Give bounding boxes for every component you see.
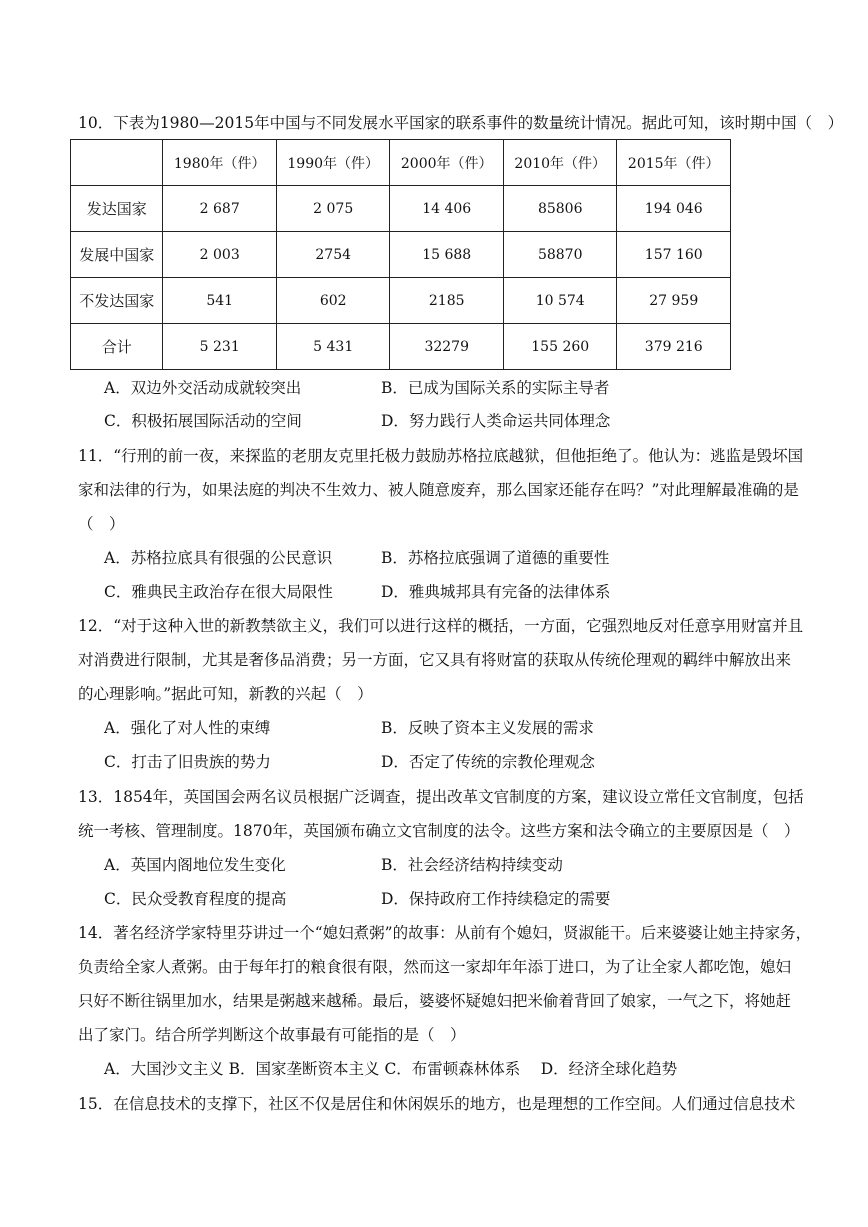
table-row xyxy=(71,324,731,370)
table-cell: 379 216 xyxy=(617,324,731,370)
table-cell: 5 431 xyxy=(276,324,390,370)
table-cell: 58870 xyxy=(503,232,617,278)
q12-line: 12．“对于这种入世的新教禁欲主义，我们可以进行这样的概括，一方面，它强烈地反对任意享用财富并且 xyxy=(78,617,804,635)
q11-option-d[interactable]: D．雅典城邦具有完备的法律体系 xyxy=(381,583,611,601)
q11-line: 11．“行刑的前一夜，来探监的老朋友克里托极力鼓励苏格拉底越狱，但他拒绝了。他认为：逃监是毁坏国 xyxy=(78,447,804,465)
q11-line: （ ） xyxy=(78,515,125,533)
q14-line: 负责给全家人煮粥。由于每年打的粮食很有限，然而这一家却年年添丁进口，为了让全家人都吃饱，媳妇 xyxy=(78,958,792,976)
q10-stem: 10．下表为1980—2015年中国与不同发展水平国家的联系事件的数量统计情况。据此可知，该时期中国（ ） xyxy=(78,114,844,132)
q14-line: 只好不断往锅里加水，结果是粥越来越稀。最后，婆婆怀疑媳妇把米偷着背回了娘家，一气之下，将她赶 xyxy=(78,992,792,1010)
table-cell: 2185 xyxy=(390,278,504,324)
q10-stats-table xyxy=(70,139,731,370)
table-cell: 5 231 xyxy=(163,324,277,370)
table-header-cell: 2000年（件） xyxy=(390,140,504,186)
table-cell: 194 046 xyxy=(617,186,731,232)
q10-option-d[interactable]: D．努力践行人类命运共同体理念 xyxy=(381,412,611,430)
table-header-cell xyxy=(71,140,163,186)
q13-line: 统一考核、管理制度。1870年，英国颁布确立文官制度的法令。这些方案和法令确立的主要原因是（ ） xyxy=(78,822,800,840)
table-header-cell: 1990年（件） xyxy=(276,140,390,186)
q11-option-a[interactable]: A．苏格拉底具有很强的公民意识 xyxy=(104,549,333,567)
q12-option-c[interactable]: C．打击了旧贵族的势力 xyxy=(104,753,271,771)
table-cell: 2754 xyxy=(276,232,390,278)
table-header-cell: 2010年（件） xyxy=(503,140,617,186)
table-cell: 541 xyxy=(163,278,277,324)
q13-option-d[interactable]: D．保持政府工作持续稳定的需要 xyxy=(381,890,611,908)
table-cell: 14 406 xyxy=(390,186,504,232)
q14-line: 出了家门。结合所学判断这个故事最有可能指的是（ ） xyxy=(78,1026,466,1044)
table-header-cell: 1980年（件） xyxy=(163,140,277,186)
q12-line: 的心理影响。”据此可知，新教的兴起（ ） xyxy=(78,685,373,703)
q11-option-c[interactable]: C．雅典民主政治存在很大局限性 xyxy=(104,583,333,601)
q15-line: 15．在信息技术的支撑下，社区不仅是居住和休闲娱乐的地方，也是理想的工作空间。人们通过信息技术 xyxy=(78,1095,796,1113)
table-header-row xyxy=(71,140,731,186)
table-cell: 27 959 xyxy=(617,278,731,324)
q12-option-a[interactable]: A．强化了对人性的束缚 xyxy=(104,719,271,737)
table-cell: 2 075 xyxy=(276,186,390,232)
q10-option-b[interactable]: B．已成为国际关系的实际主导者 xyxy=(381,379,610,397)
q11-line: 家和法律的行为，如果法庭的判决不生效力、被人随意废弃，那么国家还能存在吗？”对此理解最准确的是 xyxy=(78,481,799,499)
q13-option-a[interactable]: A．英国内阁地位发生变化 xyxy=(104,856,286,874)
table-row xyxy=(71,186,731,232)
q14-options[interactable]: A．大国沙文主义 B．国家垄断资本主义 C．布雷顿森林体系 D．经济全球化趋势 xyxy=(104,1060,678,1078)
row-label: 发达国家 xyxy=(71,186,163,232)
table-row xyxy=(71,278,731,324)
q10-option-a[interactable]: A．双边外交活动成就较突出 xyxy=(104,379,302,397)
table-header-cell: 2015年（件） xyxy=(617,140,731,186)
q11-option-b[interactable]: B．苏格拉底强调了道德的重要性 xyxy=(381,549,610,567)
row-label: 发展中国家 xyxy=(71,232,163,278)
table-cell: 32279 xyxy=(390,324,504,370)
q10-option-c[interactable]: C．积极拓展国际活动的空间 xyxy=(104,412,302,430)
q13-option-b[interactable]: B．社会经济结构持续变动 xyxy=(381,856,563,874)
q13-line: 13．1854年，英国国会两名议员根据广泛调查，提出改革文官制度的方案，建议设立常任文官制度，包括 xyxy=(78,788,804,806)
table-cell: 157 160 xyxy=(617,232,731,278)
table-cell: 15 688 xyxy=(390,232,504,278)
q12-option-d[interactable]: D．否定了传统的宗教伦理观念 xyxy=(381,753,595,771)
table-cell: 602 xyxy=(276,278,390,324)
table-cell: 85806 xyxy=(503,186,617,232)
table-cell: 2 003 xyxy=(163,232,277,278)
q13-option-c[interactable]: C．民众受教育程度的提高 xyxy=(104,890,287,908)
q12-line: 对消费进行限制，尤其是奢侈品消费；另一方面，它又具有将财富的获取从传统伦理观的羁绊中解放出来 xyxy=(78,651,792,669)
table-cell: 155 260 xyxy=(503,324,617,370)
row-label: 合计 xyxy=(71,324,163,370)
q12-option-b[interactable]: B．反映了资本主义发展的需求 xyxy=(381,719,594,737)
table-cell: 2 687 xyxy=(163,186,277,232)
table-cell: 10 574 xyxy=(503,278,617,324)
q14-line: 14．著名经济学家特里芬讲过一个“媳妇煮粥”的故事：从前有个媳妇，贤淑能干。后来婆婆让她主持家务， xyxy=(78,924,812,942)
table-row xyxy=(71,232,731,278)
row-label: 不发达国家 xyxy=(71,278,163,324)
